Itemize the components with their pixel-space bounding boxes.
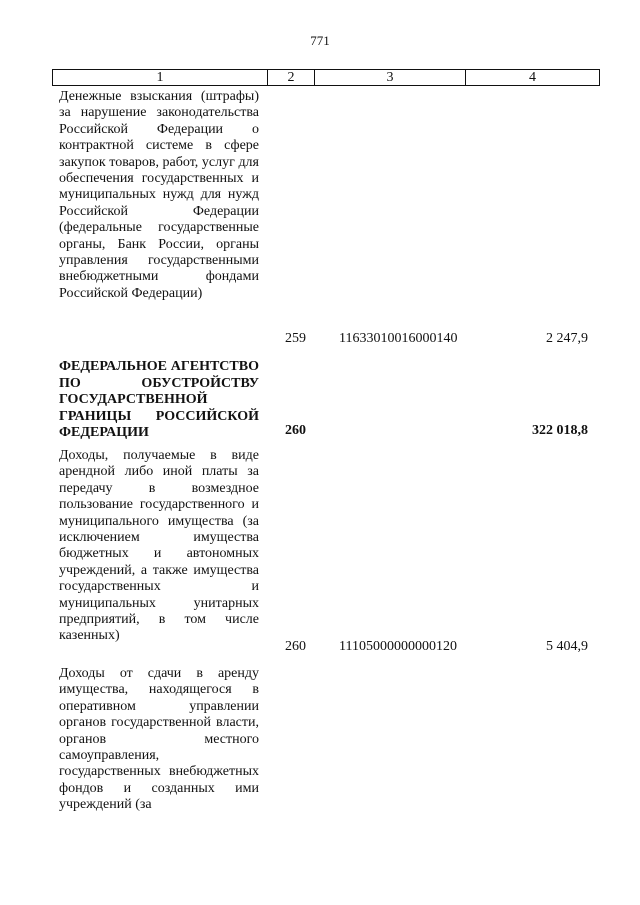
row-admin-code: 260 [285,423,306,438]
row-description: Доходы, получаемые в виде арендной либо иной платы за передачу в возмездное пользование государственного и муниципального имущества (за исключением имущества бюджетных и автономных учреждений, а также имущества государственных и муниципальных унитарных предприятий, в том числе казенных) [59,448,259,644]
row-amount: 5 404,9 [546,639,588,654]
table-header [52,69,600,86]
row-description: Денежные взыскания (штрафы) за нарушение законодательства Российской Федерации о контрактной системе в сфере закупок товаров, работ, услуг для обеспечения государственных и муниципальных нужд для нужд Российской Федерации (федеральные государственные органы, Банк России, органы управления государственными внебюджетными фондами Российской Федерации) [59,89,259,301]
table-row [59,359,600,441]
header-col-1: 1 [53,70,268,85]
row-amount: 2 247,9 [546,331,588,346]
header-col-2: 2 [268,70,315,85]
table-row [59,666,600,826]
row-admin-code: 260 [285,639,306,654]
row-description: Доходы от сдачи в аренду имущества, находящегося в оперативном управлении органов государственной власти, органов местного самоуправления, государственных внебюджетных фондов и созданных ими учреждений (за [59,666,259,813]
row-amount: 322 018,8 [532,423,588,438]
header-col-3: 3 [315,70,466,85]
row-kbk-code: 11633010016000140 [339,331,458,346]
header-col-4: 4 [529,70,536,85]
table-row [59,448,600,658]
row-description: ФЕДЕРАЛЬНОЕ АГЕНТСТВО ПО ОБУСТРОЙСТВУ ГОСУДАРСТВЕННОЙ ГРАНИЦЫ РОССИЙСКОЙ ФЕДЕРАЦИИ [59,359,259,441]
row-admin-code: 259 [285,331,306,346]
row-kbk-code: 11105000000000120 [339,639,457,654]
page-number: 771 [310,33,330,48]
table-row [59,89,600,351]
